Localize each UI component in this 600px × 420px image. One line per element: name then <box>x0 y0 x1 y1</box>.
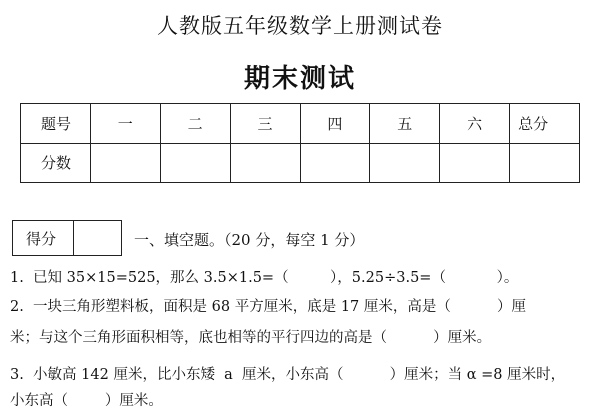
score-row-label: 分数 <box>21 143 91 183</box>
score-cell-4[interactable] <box>300 143 370 183</box>
column-3: 三 <box>230 104 300 144</box>
question-3-line-2: 小东高（ ）厘米。 <box>10 393 163 409</box>
column-4: 四 <box>300 104 370 144</box>
exam-subtitle: 期末测试 <box>243 64 356 94</box>
score-cell-1[interactable] <box>90 143 160 183</box>
exam-title: 人教版五年级数学上册测试卷 <box>157 14 443 38</box>
section-heading: 一、填空题。（20 分，每空 1 分） <box>134 231 365 249</box>
section-score-label: 得分 <box>13 221 74 255</box>
question-3-line-1: 3. 小敏高 142 厘米，比小东矮 a 厘米，小东高（ ）厘米；当 α =8 厘米时， <box>10 367 566 383</box>
total-score-label: 总分 <box>510 104 580 144</box>
question-1: 1. 已知 35×15=525，那么 3.5×1.5=（ ），5.25÷3.5=（ ）。 <box>10 270 519 286</box>
score-cell-5[interactable] <box>370 143 440 183</box>
score-cell-6[interactable] <box>440 143 510 183</box>
section-score-box <box>12 220 122 256</box>
column-5: 五 <box>370 104 440 144</box>
question-number-label: 题号 <box>21 104 91 144</box>
score-table-score-row <box>21 143 580 183</box>
question-2-line-2: 米；与这个三角形面积相等，底也相等的平行四边的高是（ ）厘米。 <box>10 330 492 346</box>
column-2: 二 <box>160 104 230 144</box>
question-2-line-1: 2. 一块三角形塑料板，面积是 68 平方厘米，底是 17 厘米，高是（ ）厘 <box>10 299 526 315</box>
score-table-header-row <box>21 104 580 144</box>
score-cell-total[interactable] <box>510 143 580 183</box>
column-1: 一 <box>90 104 160 144</box>
column-6: 六 <box>440 104 510 144</box>
section-score-blank[interactable] <box>74 221 121 255</box>
score-cell-2[interactable] <box>160 143 230 183</box>
score-table <box>20 103 580 183</box>
score-cell-3[interactable] <box>230 143 300 183</box>
